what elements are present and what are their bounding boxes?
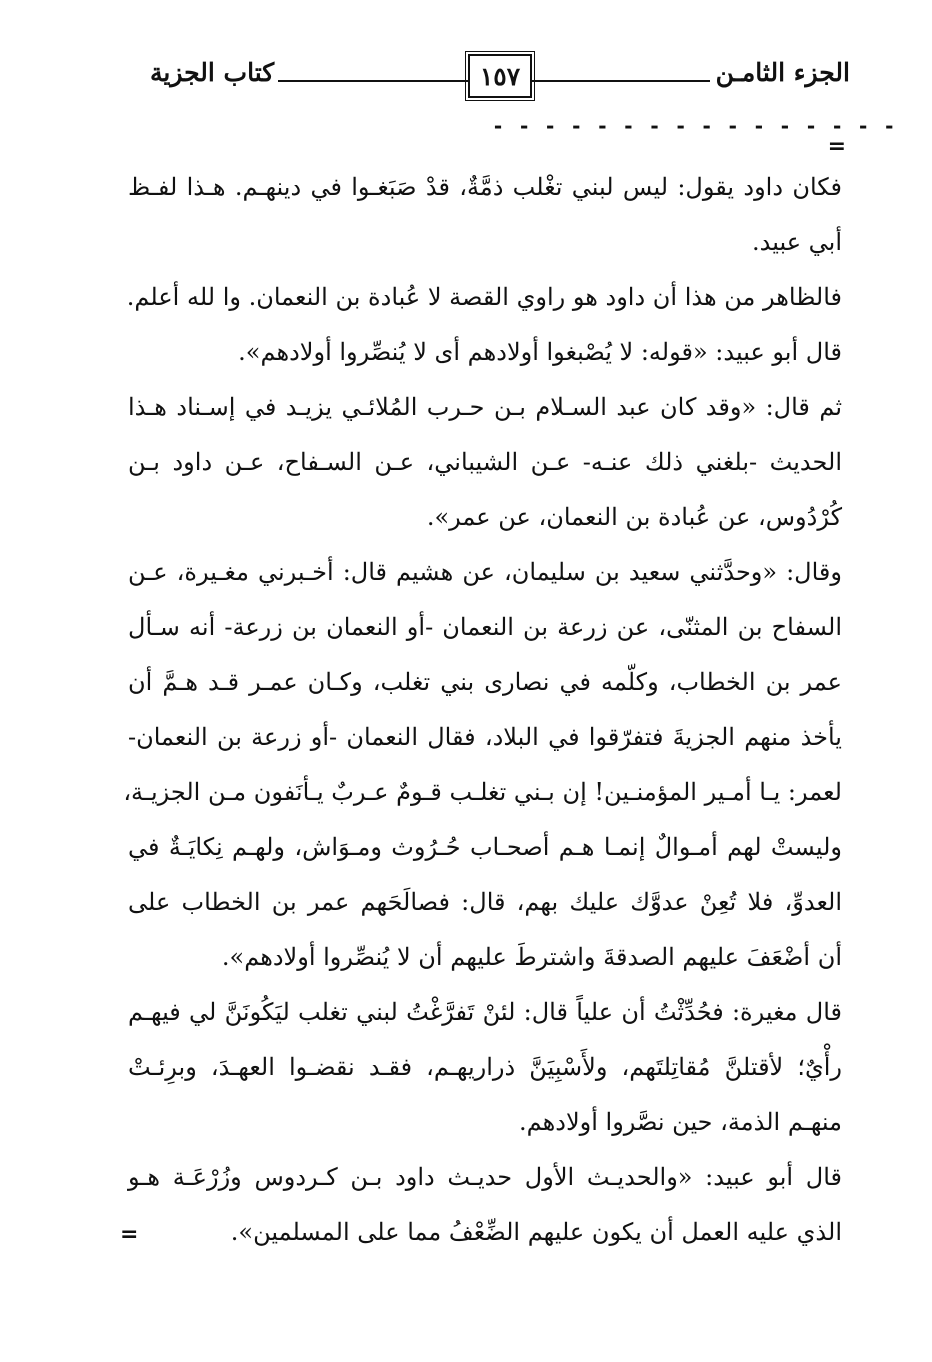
continuation-mark-top: = — [827, 134, 846, 159]
text-line: العدوِّ، فلا تُعِنْ عدوَّك عليك بهم، قال: فصالَحَهم عمر بن الخطاب على — [128, 888, 842, 916]
text-line: منهـم الذمة، حين نصَّروا أولادهم. — [519, 1108, 842, 1136]
text-line: قال أبو عبيد: «والحديـث الأول حديـث داود بـن كـردوس وزُرْعَـة هـو — [128, 1163, 842, 1191]
text-line: وقال: «وحدَّثني سعيد بن سليمان، عن هشيم قال: أخـبرني مغـيرة، عـن — [128, 558, 842, 586]
text-line: عمر بن الخطاب، وكلّمه في نصارى بني تغلب، وكـان عمـر قـد هـمَّ أن — [128, 668, 842, 696]
text-line: الحديث -بلغني ذلك عنـه- عـن الشيباني، عـن السـفاح، عـن داود بـن — [128, 448, 842, 476]
text-line: يأخذ منهم الجزيةَ فتفرّقوا في البلاد، فقال النعمان -أو زرعة بن النعمان- — [128, 723, 842, 751]
text-line: رأْيٌ؛ لأقتلنَّ مُقاتِلتَهم، ولأَسْبِيَنَّ ذراريهـم، فقـد نقضـوا العهـدَ، وبرِئـتْ — [128, 1053, 842, 1081]
text-line: الذي عليه العمل أن يكون عليهم الضِّعْفُ مما على المسلمين». — [230, 1218, 842, 1246]
chapter-title: كتاب الجزية — [150, 58, 275, 87]
text-line: قال مغيرة: فحُدِّثْتُ أن علياً قال: لئنْ تَفرَّغْتُ لبني تغلب ليَكُونَنَّ لي فيهـم — [128, 998, 842, 1026]
header-rule-right — [528, 80, 710, 82]
text-line: أن أضْعَفَ عليهم الصدقةَ واشترطَ عليهم أن لا يُنصِّروا أولادهم». — [221, 943, 842, 971]
text-line: أبي عبيد. — [751, 228, 842, 256]
page-number: ١٥٧ — [479, 61, 521, 91]
text-line: لعمر: يـا أمـير المؤمنـين! إن بـني تغلـب قـومٌ عـربٌ يـأنَفون مـن الجزيـة، — [123, 778, 842, 806]
text-line: فكان داود يقول: ليس لبني تغْلب ذمَّةٌ، قدْ صَبَغـوا في دينهـم. هـذا لفـظ — [128, 173, 842, 201]
text-line: وليستْ لهم أمـوالٌ إنمـا هـم أصحـاب حُـرُوث ومـوَاش، ولهـم نِكايَـةٌ في — [128, 833, 842, 861]
text-line: كُرْدُوس، عن عُبادة بن النعمان، عن عمر». — [426, 503, 842, 531]
text-line: فالظاهر من هذا أن داود هو راوي القصة لا عُبادة بن النعمان. وا لله أعلم. — [126, 283, 842, 311]
text-line: ثم قال: «وقد كان عبد السـلام بـن حـرب المُلائـي يزيـد في إسـناد هـذا — [128, 393, 842, 421]
text-line: قال أبو عبيد: «قوله: لا يُصْبغوا أولادهم أى لا يُنصِّروا أولادهم». — [238, 338, 842, 366]
body-text — [123, 160, 842, 1260]
volume-title: الجزء الثامـن — [715, 58, 850, 87]
page-header — [150, 54, 850, 98]
page-number-box — [468, 54, 532, 98]
dashed-separator: - - - - - - - - - - - - - - - - — [492, 114, 897, 138]
text-line: السفاح بن المثنّى، عن زرعة بن النعمان -أو النعمان بن زرعة- أنه سـأل — [128, 613, 842, 641]
continuation-mark-bottom: = — [120, 1222, 139, 1247]
